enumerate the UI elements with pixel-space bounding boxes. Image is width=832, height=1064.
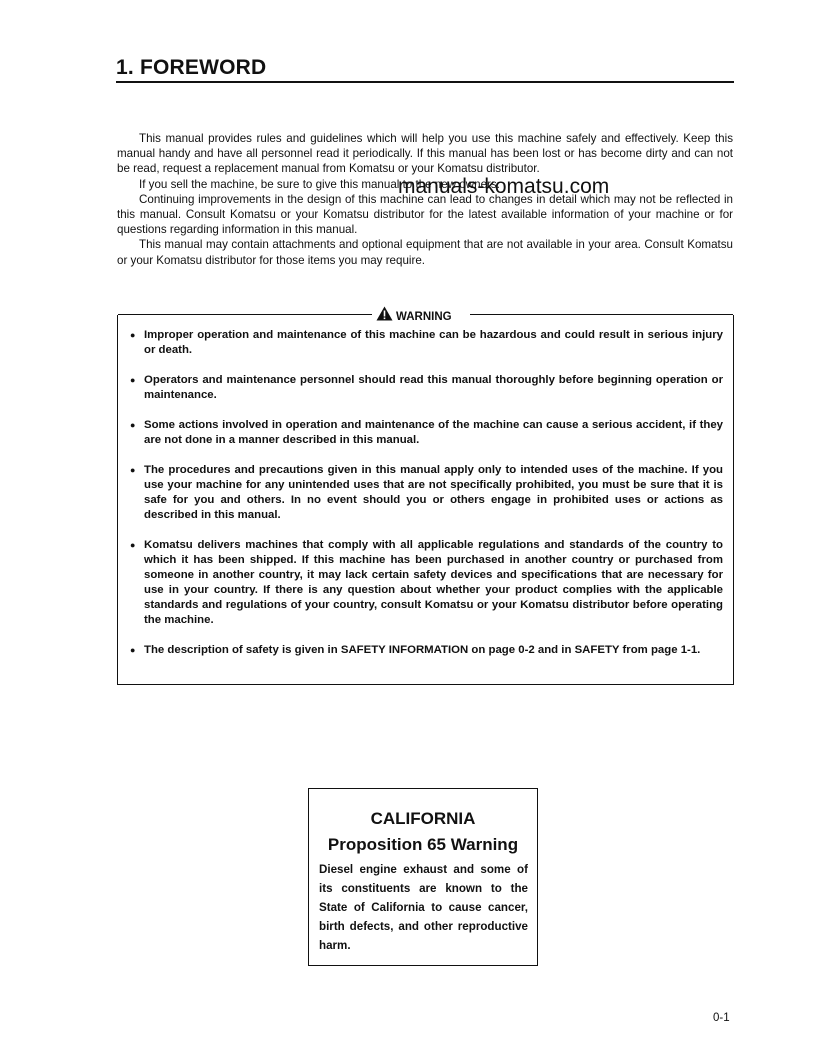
list-item bbox=[130, 418, 723, 448]
list-item-text: The description of safety is given in SAFETY INFORMATION on page 0-2 and in SAFETY from page 1-1. bbox=[144, 644, 701, 656]
intro-paragraph: This manual provides rules and guidelines which will help you use this machine safely and effectively. Keep this manual handy and have all personnel read it periodically. If this manual has been lost or has become dirty and can not be read, request a replacement manual from Komatsu or your Komatsu distributor. bbox=[117, 132, 733, 176]
warning-box bbox=[117, 310, 734, 685]
list-item bbox=[130, 373, 723, 403]
list-item bbox=[130, 328, 723, 358]
warning-list bbox=[130, 328, 723, 673]
california-heading: CALIFORNIA bbox=[370, 809, 476, 828]
bullet-icon: ● bbox=[130, 645, 136, 655]
list-item-text: The procedures and precautions given in this manual apply only to intended uses of the machine. If you use your machine for any unintended uses that are not specifically prohibited, you must be sure that it is safe for you and others. In no event should you or others engage in prohibited uses or actions as described in this manual. bbox=[144, 464, 723, 521]
bullet-icon: ● bbox=[130, 465, 136, 475]
bullet-icon: ● bbox=[130, 330, 136, 340]
warning-header bbox=[118, 306, 733, 324]
warning-label: WARNING bbox=[396, 310, 452, 323]
warning-triangle-icon bbox=[376, 306, 393, 327]
bullet-icon: ● bbox=[130, 420, 136, 430]
page-number: 0-1 bbox=[713, 1012, 730, 1024]
california-text: Diesel engine exhaust and some of its constituents are known to the State of California to cause cancer, birth defects, and other reproductive harm. bbox=[319, 863, 528, 952]
list-item-text: Operators and maintenance personnel should read this manual thoroughly before beginning operation or maintenance. bbox=[144, 374, 723, 401]
bullet-icon: ● bbox=[130, 375, 136, 385]
watermark: manuals-komatsu.com bbox=[398, 175, 610, 198]
list-item-text: Improper operation and maintenance of this machine can be hazardous and could result in serious injury or death. bbox=[144, 329, 723, 356]
intro-paragraph: Continuing improvements in the design of this machine can lead to changes in detail which may not be reflected in this manual. Consult Komatsu or your Komatsu distributor for the latest available information of your machine or for questions regarding information in this manual. bbox=[117, 192, 733, 237]
list-item bbox=[130, 538, 723, 628]
list-item bbox=[130, 643, 723, 658]
warning-label-group bbox=[376, 306, 452, 327]
intro-paragraph: This manual may contain attachments and optional equipment that are not available in your area. Consult Komatsu or your Komatsu distributor for those items you may require. bbox=[117, 238, 733, 267]
divider bbox=[470, 314, 733, 315]
list-item bbox=[130, 463, 723, 523]
list-item-text: Some actions involved in operation and maintenance of the machine can cause a serious accident, if they are not done in a manner described in this manual. bbox=[144, 419, 723, 446]
bullet-icon: ● bbox=[130, 540, 136, 550]
foreword-intro bbox=[117, 131, 733, 268]
divider bbox=[118, 314, 372, 315]
page-title: 1. FOREWORD bbox=[116, 56, 734, 83]
list-item-text: Komatsu delivers machines that comply with all applicable regulations and standards of the country to which it has been shipped. If this machine has been purchased in another country or purchased from someone in another country, it may lack certain safety devices and specifications that are necessary for use in your country. If there is any question about whether your product complies with the applicable standards and regulations of your country, consult Komatsu or your Komatsu distributor before operating the machine. bbox=[144, 539, 723, 626]
proposition-heading: Proposition 65 Warning bbox=[327, 835, 519, 854]
california-warning-box bbox=[308, 788, 538, 966]
intro-paragraph: If you sell the machine, be sure to give this manual to the new owners. bbox=[139, 177, 500, 191]
